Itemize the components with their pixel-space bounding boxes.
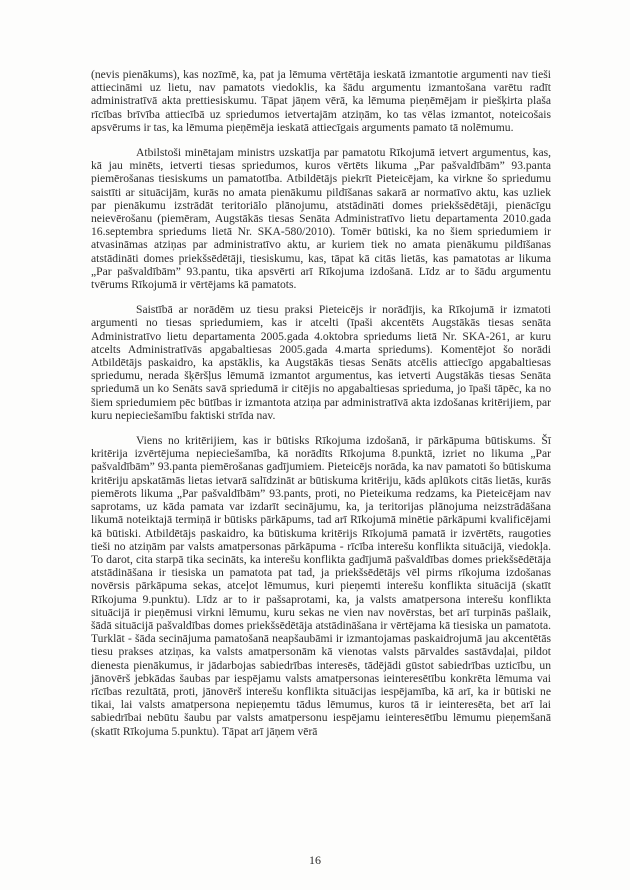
- paragraph-significance-criterion: Viens no kritērijiem, kas ir būtisks Rīkojuma izdošanā, ir pārkāpuma būtiskums. Šī kritērija izvērtējuma nepieciešamība, kā norādīts Rīkojuma 8.punktā, izriet no likuma „Par pašvaldībām” 93.panta piemērošanas gadījumiem. Pieteicējs norāda, ka nav pamatoti šo būtiskuma kritēriju apskatāmās lietas ietvarā salīdzināt ar būtiskuma kritēriju, kāds aplūkots citās lietās, kurās piemērots likuma „Par pašvaldībām” 93.pants, proti, no Pieteikuma redzams, ka Pieteicējam nav saprotams, uz kāda pamata var izdarīt secinājumu, ka, ja teritorijas plānojuma neizstrādāšana likumā noteiktajā termiņā ir būtisks pārkāpums, tad arī Rīkojumā minētie pārkāpumi kvalificējami kā būtiski. Atbildētājs paskaidro, ka būtiskuma kritērijs Rīkojumā pamatā ir izvērtēts, raugoties tieši no atziņām par valsts amatpersonas pārkāpuma - rīcība interešu konflikta situācijā, viedokļa. To darot, cita starpā tika secināts, ka interešu konflikta gadījumā pašvaldības domes priekšsēdētāja atstādināšana ir tiesiska un pamatota pat tad, ja priekšsēdētājs vēl pirms rīkojuma izdošanas novērsis pārkāpuma sekas, atceļot lēmumus, kuri pieņemti interešu konflikta situācijā (skatīt Rīkojuma 9.punktu). Līdz ar to ir pašsaprotami, ka, ja valsts amatpersona interešu konflikta situācijā ir pieņēmusi virkni lēmumu, kuru sekas ne vien nav novērstas, bet arī turpinās pašlaik, šādā situācijā pašvaldības domes priekšsēdētāja atstādināšana ir vērtējama kā tiesiska un pamatota. Turklāt - šāda secinājuma pamatošanā neapšaubāmi ir izmantojamas paskaidrojumā jau akcentētās tiesu prakses atziņas, ka valsts amatpersonām kā vienotas valsts pārvaldes sastāvdaļai, pildot dienesta pienākumus, ir jādarbojas sabiedrības interesēs, tādējādi gūstot sabiedrības uzticību, un jānovērš jebkādas šaubas par iespējamu valsts amatpersonas ieinteresētību konkrēta lēmuma vai rīcības rezultātā, proti, jānovērš interešu konflikta situācijas iespējamība, kā arī, ka ir būtiski ne tikai, lai valsts amatpersona nepieņemtu tādus lēmumus, kuros tā ir ieinteresēta, bet arī lai sabiedrībai nebūtu šaubu par valsts amatpersonu iespējamu ieinteresētību lēmumu pieņemšanā (skatīt Rīkojuma 5.punktu). Tāpat arī jāņem vērā: [91, 434, 551, 738]
- paragraph-arguments: Atbilstoši minētajam ministrs uzskatīja par pamatotu Rīkojumā ietvert argumentus, kas, kā jau minēts, ietverti tiesas spriedumos, kuros vērtēts likuma „Par pašvaldībām” 93.panta piemērošanas tiesiskums un pamatotība. Atbildētājs piekrīt Pieteicējam, ka virkne šo spriedumu saistīti ar situācijām, kurās no amata pienākumu pildīšanas sakarā ar normatīvo aktu, kas uzliek par pienākumu izstrādāt teritoriālo plānojumu, atstādināti domes priekšsēdētāji, pienācīgu neievērošanu (piemēram, Augstākās tiesas Senāta Administratīvo lietu departamenta 2010.gada 16.septembra spriedums lietā Nr. SKA-580/2010). Tomēr būtiski, ka no šiem spriedumiem ir atvasināmas atziņas par administratīvo aktu, ar kuriem tiek no amata pienākumu pildīšanas atstādināti domes priekšsēdētāji, tiesiskumu, kas, tāpat kā citās lietās, kas pamatotas ar likuma „Par pašvaldībām” 93.pantu, tika apsvērti arī Rīkojuma izdošanā. Līdz ar to šādu argumentu tvērums Rīkojumā ir vērtējams kā pamatots.: [91, 146, 551, 292]
- paragraph-continuation: (nevis pienākums), kas nozīmē, ka, pat ja lēmuma vērtētāja ieskatā izmantotie argumenti nav tieši attiecināmi uz lietu, nav pamatots viedoklis, ka šādu argumentu izmantošana varētu radīt administratīvā akta prettiesiskumu. Tāpat jāņem vērā, ka lēmuma pieņēmējam ir piešķirta plaša rīcības brīvība attiecībā uz spriedumos ietvertajām atziņām, ko tas vēlas izmantot, noteicošais apsvērums ir tas, ka lēmuma pieņēmēja ieskatā attiecīgais arguments pamato tā nolēmumu.: [91, 68, 551, 134]
- paragraph-court-practice: Saistībā ar norādēm uz tiesu praksi Pieteicējs ir norādījis, ka Rīkojumā ir izmatoti argumenti no tiesas spriedumiem, kas ir atcelti (īpaši akcentēts Augstākās tiesas senāta Administratīvo lietu departamenta 2005.gada 4.oktobra spriedums lietā Nr. SKA-261, ar kuru atcelts Administratīvās apgabaltiesas 2005.gada 4.marta spriedums). Komentējot šo norādi Atbildētājs paskaidro, ka apstāklis, ka Augstākās tiesas Senāts atcēlis attiecīgo apgabaltiesas spriedumu, nerada šķēršļus lēmumā izmantot argumentus, kas ietverti Augstākās tiesas Senāta spriedumā un ko Senāts savā spriedumā ir citējis no apgabaltiesas sprieduma, jo īpaši tāpēc, ka no šiem spriedumiem pēc būtības ir izmantota atziņa par administratīvā akta izdošanas kritērijiem, par kuru nepieciešamību faktiski strīda nav.: [91, 303, 551, 422]
- page-number: 16: [309, 853, 321, 867]
- body-text: [91, 68, 551, 750]
